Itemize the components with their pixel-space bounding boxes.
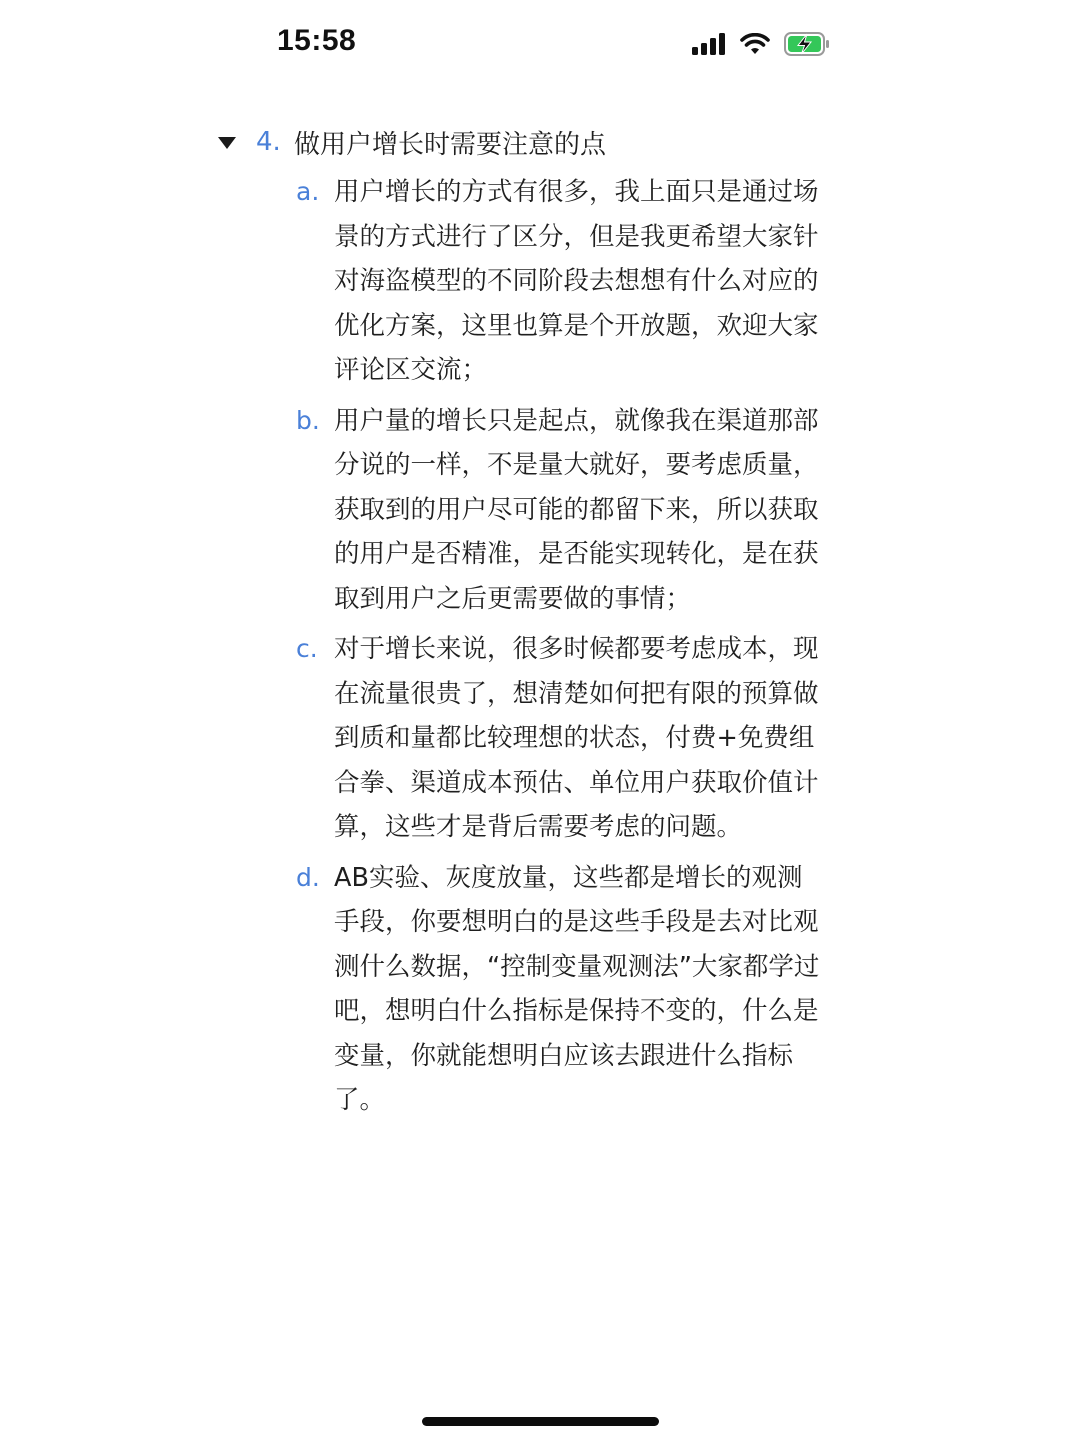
home-indicator[interactable] [422,1417,659,1426]
item-marker: c. [296,634,318,663]
heading-text: 做用户增长时需要注意的点 [294,129,607,160]
list-item [296,170,836,393]
list-item [296,856,836,1123]
item-text: 用户量的增长只是起点，就像我在渠道那部分说的一样，不是量大就好，要考虑质量，获取到的用户尽可能的都留下来，所以获取的用户是否精准，是否能实现转化，是在获取到用户之后更需要做的事情； [334,405,819,614]
wifi-icon [740,33,770,55]
item-marker: b. [296,405,320,435]
collapse-toggle-icon[interactable] [218,137,236,149]
outline-heading-row [218,118,606,166]
status-time: 15:58 [277,24,357,57]
signal-bars-icon [692,33,726,55]
item-marker: d. [296,862,320,892]
sub-item-list [296,170,836,1129]
item-text: AB实验、灰度放量，这些都是增长的观测手段，你要想明白的是这些手段是去对比观测什么数据，“控制变量观测法”大家都学过吧，想明白什么指标是保持不变的，什么是变量，你就能想明白应该去跟进什么指标了。 [334,862,820,1115]
heading-number: 4. [256,127,281,157]
list-item [296,399,836,622]
item-text: 对于增长来说，很多时候都要考虑成本，现在流量很贵了，想清楚如何把有限的预算做到质和量都比较理想的状态，付费+免费组合拳、渠道成本预估、单位用户获取价值计算，这些才是背后需要考虑的问题。 [334,634,819,842]
status-icons [692,28,830,60]
battery-charging-icon [784,32,830,56]
list-item [296,627,836,850]
item-text: 用户增长的方式有很多，我上面只是通过场景的方式进行了区分，但是我更希望大家针对海盗模型的不同阶段去想想有什么对应的优化方案，这里也算是个开放题，欢迎大家评论区交流； [334,177,819,385]
item-marker: a. [296,177,320,206]
